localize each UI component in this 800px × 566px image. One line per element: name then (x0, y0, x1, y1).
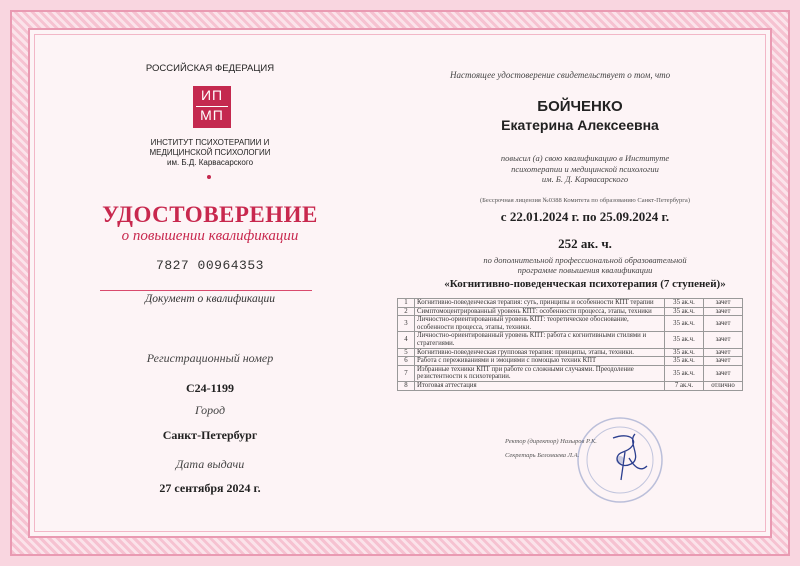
city-label: Город (194, 403, 226, 417)
module-grade: зачет (704, 307, 743, 316)
module-hours: 35 ак.ч. (665, 365, 704, 381)
program-intro-line1: по дополнительной профессиональной образовательной (483, 255, 687, 265)
city-value: Санкт-Петербург (162, 428, 258, 442)
country-label: РОССИЙСКАЯ ФЕДЕРАЦИЯ (145, 63, 275, 74)
module-name: Работа с переживаниями и эмоциями с помощью техник КПТ (415, 357, 665, 366)
module-number: 3 (398, 316, 415, 332)
module-grade: отлично (704, 381, 743, 390)
program-title: «Когнитивно-поведенческая психотерапия (7 ступеней)» (444, 278, 726, 290)
module-name: Когнитивно-поведенческая групповая терапия: принципы, этапы, техники. (415, 348, 665, 357)
issue-date: 27 сентября 2024 г. (159, 481, 261, 495)
module-number: 6 (398, 357, 415, 366)
module-grade: зачет (704, 332, 743, 348)
logo-top-text: ИП (200, 87, 224, 103)
training-period: с 22.01.2024 г. по 25.09.2024 г. (500, 209, 670, 224)
divider-line (100, 290, 312, 291)
module-name: Симптомоцентрированный уровень КПТ: особенности процесса, этапы, техники (415, 307, 665, 316)
program-intro-line2: программе повышения квалификации (517, 265, 653, 275)
module-name: Когнитивно-поведенческая терапия: суть, принципы и особенности КПТ терапии (415, 299, 665, 308)
module-hours: 35 ак.ч. (665, 357, 704, 366)
module-row (398, 381, 743, 390)
qualification-statement (420, 153, 750, 185)
module-number: 7 (398, 365, 415, 381)
module-number: 2 (398, 307, 415, 316)
module-row (398, 332, 743, 348)
module-grade: зачет (704, 365, 743, 381)
module-grade: зачет (704, 348, 743, 357)
statement-line1: повысил (а) свою квалификацию в Институте (500, 153, 670, 163)
holder-given-name: Екатерина Алексеевна (501, 117, 659, 133)
program-intro (420, 255, 750, 275)
module-row (398, 299, 743, 308)
document-type: Документ о квалификации (144, 293, 276, 305)
logo-bottom-text: МП (200, 107, 224, 123)
modules-table (397, 298, 743, 391)
module-hours: 35 ак.ч. (665, 316, 704, 332)
institute-name-line3: им. Б.Д. Карвасарского (166, 158, 254, 167)
institute-name (110, 138, 310, 168)
statement-line2: психотерапии и медицинской психологии (511, 163, 659, 174)
module-row (398, 357, 743, 366)
module-number: 4 (398, 332, 415, 348)
module-hours: 7 ак.ч. (665, 381, 704, 390)
module-number: 1 (398, 299, 415, 308)
signature-mark (605, 428, 650, 483)
document-subtitle: о повышении квалификации (121, 228, 299, 244)
institute-logo (193, 86, 231, 128)
module-number: 5 (398, 348, 415, 357)
institute-name-line1: ИНСТИТУТ ПСИХОТЕРАПИИ И (150, 138, 270, 147)
statement-line3: им. Б. Д. Карвасарского (541, 174, 629, 184)
module-hours: 35 ак.ч. (665, 307, 704, 316)
secretary-signature-line: Секретарь Беломаева Л.А. (505, 452, 580, 459)
certifies-text: Настоящее удостоверение свидетельствует о том, что (450, 70, 671, 80)
institute-name-line2: МЕДИЦИНСКОЙ ПСИХОЛОГИИ (149, 148, 271, 157)
holder-surname: БОЙЧЕНКО (537, 98, 623, 115)
serial-number: 7827 00964353 (156, 258, 264, 273)
module-row (398, 365, 743, 381)
module-grade: зачет (704, 357, 743, 366)
module-row (398, 316, 743, 332)
module-row (398, 307, 743, 316)
module-name: Личностно-ориентированный уровень КПТ: работа с когнитивными стилями и стратегиями. (415, 332, 665, 348)
module-grade: зачет (704, 316, 743, 332)
license-note: (Бессрочная лицензия №0388 Комитета по образованию Санкт-Петербурга) (480, 197, 690, 204)
registration-label: Регистрационный номер (146, 351, 274, 365)
module-row (398, 348, 743, 357)
module-name: Итоговая аттестация (415, 381, 665, 390)
total-hours: 252 ак. ч. (558, 236, 612, 251)
registration-number: С24-1199 (186, 381, 234, 395)
module-hours: 35 ак.ч. (665, 332, 704, 348)
document-title: УДОСТОВЕРЕНИЕ (102, 202, 318, 227)
rector-signature-line: Ректор (директор) Назыров Р.К. (505, 438, 597, 445)
issue-date-label: Дата выдачи (175, 457, 245, 471)
module-name: Личностно-ориентированный уровень КПТ: теоретическое обоснование, особенности процесса, этапы, техники. (415, 316, 665, 332)
module-name: Избранные техники КПТ при работе со сложными случаями. Преодоление резистентности к психотерапии. (415, 365, 665, 381)
module-number: 8 (398, 381, 415, 390)
decorative-dot (207, 175, 211, 179)
module-hours: 35 ак.ч. (665, 348, 704, 357)
module-grade: зачет (704, 299, 743, 308)
module-hours: 35 ак.ч. (665, 299, 704, 308)
